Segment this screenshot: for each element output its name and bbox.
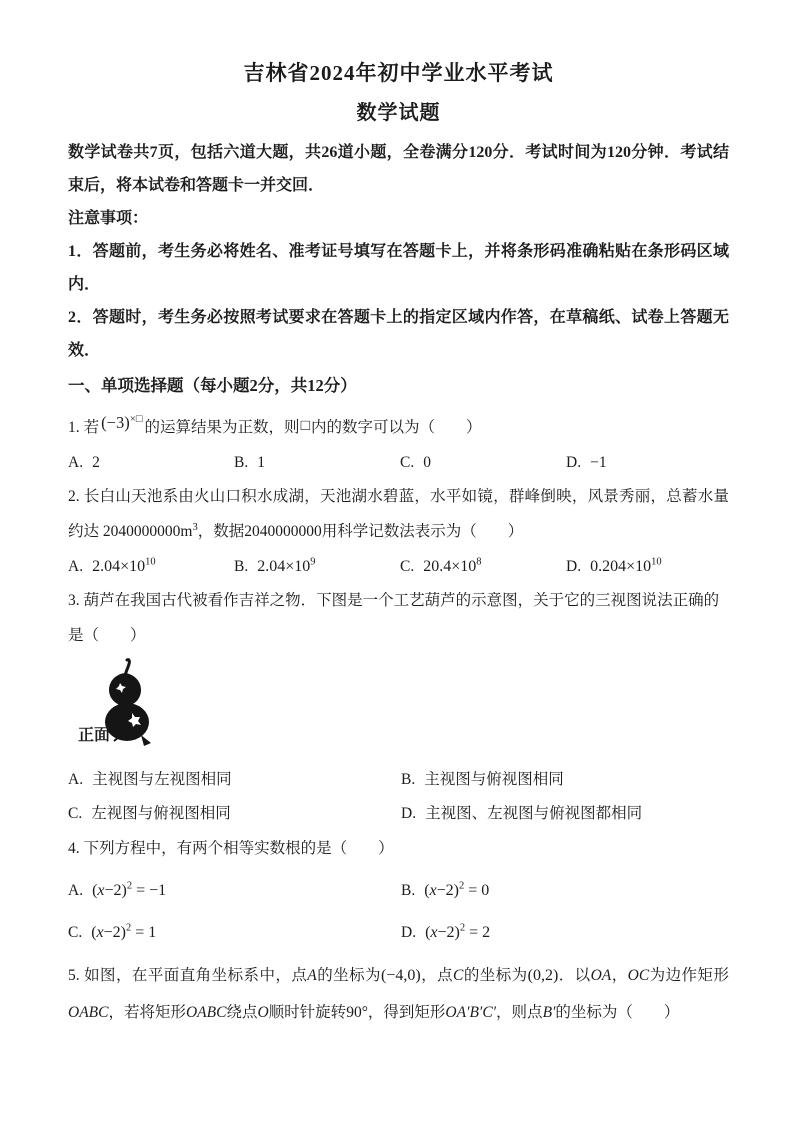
equation: $(x-2)^2 = 0$: [424, 880, 490, 900]
question-3-options: [68, 763, 729, 831]
question-1: [68, 402, 729, 479]
equation: $(x-2)^2 = 1$: [91, 922, 157, 942]
option-a: A. $2.04\times 10^{10}$: [68, 556, 156, 576]
power-expression: (−3)×□: [101, 413, 143, 433]
equation: $(x-2)^2 = -1$: [92, 880, 167, 900]
option-a: A. $(x-2)^2 = -1$: [68, 880, 167, 900]
volume-value: $2040000000m^3$: [102, 522, 198, 541]
blank-area: [68, 1031, 729, 1122]
question-number: 3.: [68, 592, 80, 610]
question-4: [68, 831, 729, 954]
gourd-figure: [70, 657, 250, 759]
option-c: C. $(x-2)^2 = 1$: [68, 922, 157, 942]
exam-intro: 数学试卷共7页，包括六道大题，共26道小题，全卷满分120分．考试时间为120分钟．考试结束后，将本试卷和答题卡一并交回．: [68, 144, 729, 194]
question-number: 1.: [68, 419, 80, 437]
note-item-1: 1．答题前，考生务必将姓名、准考证号填写在答题卡上，并将条形码准确粘贴在条形码区域内．: [68, 243, 729, 293]
coordinate-a: (−4,0): [381, 967, 421, 985]
question-number: 5.: [68, 967, 80, 985]
option-d: D. $(x-2)^2 = 2$: [401, 922, 491, 942]
option-d: D. $0.204\times 10^{10}$: [566, 556, 662, 576]
option-b: B. 主视图与俯视图相同: [401, 771, 564, 789]
question-number: 4.: [68, 840, 80, 858]
note-item-2: 2．答题时，考生务必按照考试要求在答题卡上的指定区域内作答，在草稿纸、试卷上答题无效．: [68, 309, 729, 359]
question-2-text: 2. 长白山天池系由火山口积水成湖，天池湖水碧蓝，水平如镜，群峰倒映，风景秀丽，总蓄水量约达 $2040000000m^3$，数据2040000000用科学记数法表示为（ ）: [68, 488, 729, 541]
option-c: C. $20.4\times 10^8$: [400, 556, 482, 576]
page-title: 吉林省2024年初中学业水平考试: [243, 61, 554, 85]
blank-box: □: [300, 417, 310, 435]
question-4-options: [68, 870, 729, 954]
question-1-options: [68, 447, 729, 479]
option-a: A. 2: [68, 454, 100, 472]
option-b: B. $(x-2)^2 = 0$: [401, 880, 490, 900]
question-5-text: 5. 如图，在平面直角坐标系中，点A的坐标为(−4,0)，点C的坐标为(0,2)．以OA，OC为边作矩形OABC，若将矩形OABC绕点O顺时针旋转90°，得到矩形OA′B′C′，则点B′的坐标为（ ）: [68, 967, 729, 1022]
point-c: C: [453, 967, 464, 985]
question-2-options: [68, 551, 729, 583]
question-2: [68, 479, 729, 583]
front-view-label: 正面: [78, 727, 111, 745]
point-a: A: [307, 967, 317, 985]
question-3-text: 3. 葫芦在我国古代被看作吉祥之物．下图是一个工艺葫芦的示意图，关于它的三视图说法正确的是（ ）: [68, 592, 720, 645]
option-c: C. 左视图与俯视图相同: [68, 805, 231, 823]
question-4-text: 4. 下列方程中，有两个相等实数根的是（ ）: [68, 840, 394, 858]
section-heading: 一、单项选择题（每小题2分，共12分）: [68, 376, 357, 395]
option-a: A. 主视图与左视图相同: [68, 771, 232, 789]
option-d: D. −1: [566, 454, 607, 472]
equation: $(x-2)^2 = 2$: [425, 922, 491, 942]
option-d: D. 主视图、左视图与俯视图都相同: [401, 805, 643, 823]
rotation-angle: 90°: [346, 1004, 368, 1022]
option-b: B. $2.04\times 10^9$: [234, 556, 316, 576]
question-5: [68, 957, 729, 1031]
notes-heading: 注意事项：: [68, 210, 149, 227]
option-b: B. 1: [234, 454, 265, 472]
point-b-prime: B′: [542, 1004, 556, 1022]
option-c: C. 0: [400, 454, 431, 472]
question-number: 2.: [68, 488, 80, 506]
question-1-text: 1. 若 (−3)×□的运算结果为正数，则□内的数字可以为（ ）: [68, 402, 729, 445]
page-subtitle: 数学试题: [356, 102, 441, 124]
coordinate-c: (0,2): [527, 967, 559, 985]
question-3: [68, 583, 729, 831]
